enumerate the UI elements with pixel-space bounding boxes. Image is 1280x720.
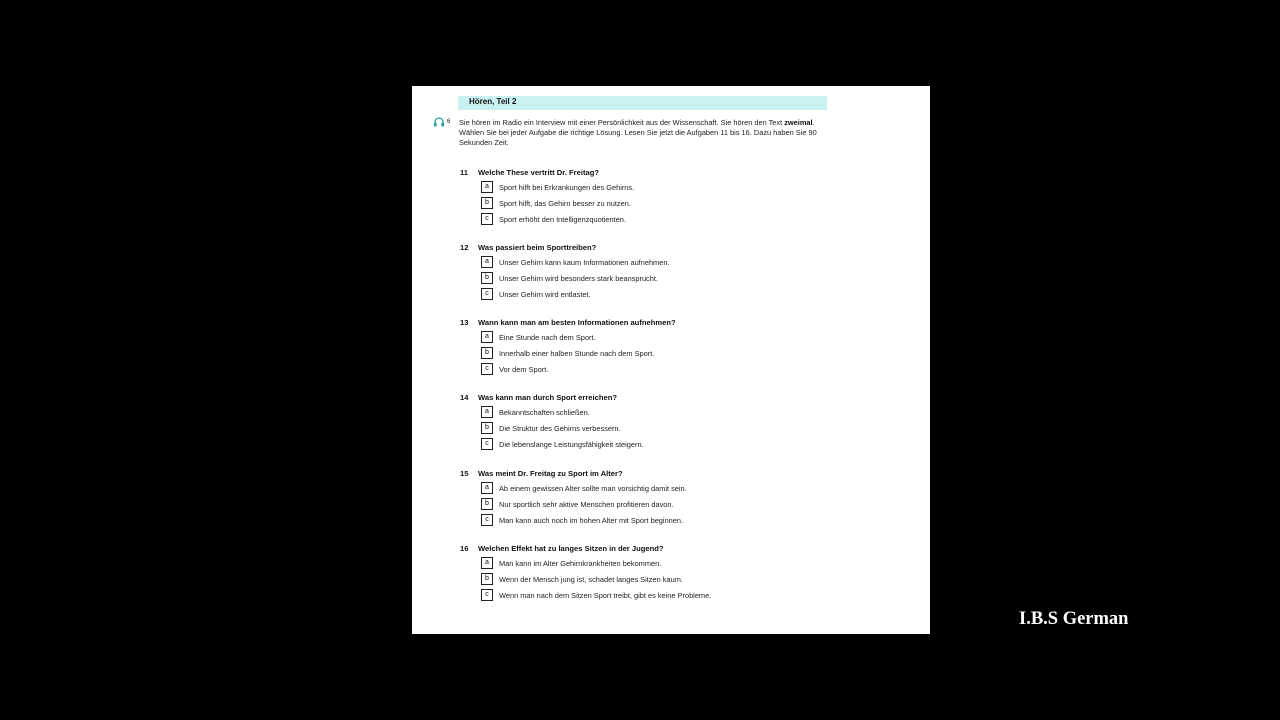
- option-11c[interactable]: [481, 211, 860, 227]
- option-text: Man kann im Alter Gehirnkrankheiten bekommen.: [499, 558, 662, 568]
- answer-checkbox[interactable]: c: [481, 363, 493, 375]
- option-text: Bekanntschaften schließen.: [499, 407, 590, 417]
- exam-page: [412, 86, 930, 634]
- question-text: Was passiert beim Sporttreiben?: [478, 243, 597, 252]
- option-text: Unser Gehirn wird entlastet.: [499, 289, 591, 299]
- answer-checkbox[interactable]: b: [481, 272, 493, 284]
- answer-checkbox[interactable]: c: [481, 213, 493, 225]
- answer-checkbox[interactable]: a: [481, 557, 493, 569]
- option-14b[interactable]: [481, 420, 860, 436]
- answer-checkbox[interactable]: a: [481, 331, 493, 343]
- option-12c[interactable]: [481, 286, 860, 302]
- option-14c[interactable]: [481, 436, 860, 452]
- option-13a[interactable]: [481, 329, 860, 345]
- section-header: [458, 96, 827, 110]
- instructions-text: [459, 118, 824, 148]
- option-text: Eine Stunde nach dem Sport.: [499, 332, 596, 342]
- option-text: Ab einem gewissen Alter sollte man vorsichtig damit sein.: [499, 483, 687, 493]
- question-15: [460, 468, 860, 528]
- answer-checkbox[interactable]: c: [481, 514, 493, 526]
- answer-checkbox[interactable]: a: [481, 406, 493, 418]
- answer-checkbox[interactable]: b: [481, 498, 493, 510]
- option-13c[interactable]: [481, 361, 860, 377]
- option-text: Vor dem Sport.: [499, 364, 549, 374]
- question-text: Wann kann man am besten Informationen aufnehmen?: [478, 318, 676, 327]
- question-13: [460, 317, 860, 377]
- option-13b[interactable]: [481, 345, 860, 361]
- option-text: Wenn man nach dem Sitzen Sport treibt, gibt es keine Probleme.: [499, 590, 712, 600]
- question-number: 14: [460, 393, 469, 402]
- option-text: Unser Gehirn kann kaum Informationen aufnehmen.: [499, 257, 670, 267]
- question-text: Welchen Effekt hat zu langes Sitzen in der Jugend?: [478, 544, 664, 553]
- instruction-number: 6: [447, 119, 451, 125]
- channel-watermark: I.B.S German: [1019, 609, 1129, 629]
- question-number: 15: [460, 469, 469, 478]
- question-16: [460, 543, 860, 603]
- option-16a[interactable]: [481, 555, 860, 571]
- option-text: Die lebenslange Leistungsfähigkeit steigern.: [499, 439, 644, 449]
- question-number: 13: [460, 318, 469, 327]
- question-text: Welche These vertritt Dr. Freitag?: [478, 168, 599, 177]
- answer-checkbox[interactable]: a: [481, 256, 493, 268]
- option-15c[interactable]: [481, 512, 860, 528]
- option-15b[interactable]: [481, 496, 860, 512]
- option-11b[interactable]: [481, 195, 860, 211]
- option-text: Sport hilft, das Gehirn besser zu nutzen.: [499, 198, 631, 208]
- answer-checkbox[interactable]: c: [481, 438, 493, 450]
- question-12: [460, 242, 860, 302]
- answer-checkbox[interactable]: b: [481, 197, 493, 209]
- option-text: Unser Gehirn wird besonders stark beansprucht.: [499, 273, 658, 283]
- section-title: Hören, Teil 2: [469, 97, 517, 106]
- answer-checkbox[interactable]: a: [481, 181, 493, 193]
- option-text: Innerhalb einer halben Stunde nach dem Sport.: [499, 348, 655, 358]
- instructions-bold: zweimal: [784, 118, 813, 127]
- answer-checkbox[interactable]: b: [481, 422, 493, 434]
- option-text: Die Struktur des Gehirns verbessern.: [499, 423, 621, 433]
- question-14: [460, 392, 860, 452]
- question-11: [460, 167, 860, 227]
- instructions-part2: . Wählen Sie bei jeder Aufgabe die richtige Lösung. Lesen Sie jetzt die Aufgaben 11 bis 16. Dazu haben Sie 90 Sekunden Zeit.: [459, 118, 817, 147]
- question-text: Was meint Dr. Freitag zu Sport im Alter?: [478, 469, 623, 478]
- option-15a[interactable]: [481, 480, 860, 496]
- question-number: 12: [460, 243, 469, 252]
- option-16c[interactable]: [481, 587, 860, 603]
- answer-checkbox[interactable]: c: [481, 589, 493, 601]
- option-16b[interactable]: [481, 571, 860, 587]
- answer-checkbox[interactable]: b: [481, 573, 493, 585]
- option-12b[interactable]: [481, 270, 860, 286]
- instructions-part1: Sie hören im Radio ein Interview mit einer Persönlichkeit aus der Wissenschaft. Sie hören den Text: [459, 118, 785, 127]
- option-14a[interactable]: [481, 404, 860, 420]
- headphones-icon: [433, 116, 445, 128]
- option-text: Nur sportlich sehr aktive Menschen profitieren davon.: [499, 499, 674, 509]
- question-number: 16: [460, 544, 469, 553]
- option-12a[interactable]: [481, 254, 860, 270]
- answer-checkbox[interactable]: c: [481, 288, 493, 300]
- question-number: 11: [460, 168, 469, 177]
- option-text: Sport erhöht den Intelligenzquotienten.: [499, 214, 626, 224]
- option-text: Sport hilft bei Erkrankungen des Gehirns.: [499, 182, 635, 192]
- answer-checkbox[interactable]: b: [481, 347, 493, 359]
- answer-checkbox[interactable]: a: [481, 482, 493, 494]
- option-text: Wenn der Mensch jung ist, schadet langes Sitzen kaum.: [499, 574, 683, 584]
- option-text: Man kann auch noch im hohen Alter mit Sport beginnen.: [499, 515, 684, 525]
- option-11a[interactable]: [481, 179, 860, 195]
- question-text: Was kann man durch Sport erreichen?: [478, 393, 617, 402]
